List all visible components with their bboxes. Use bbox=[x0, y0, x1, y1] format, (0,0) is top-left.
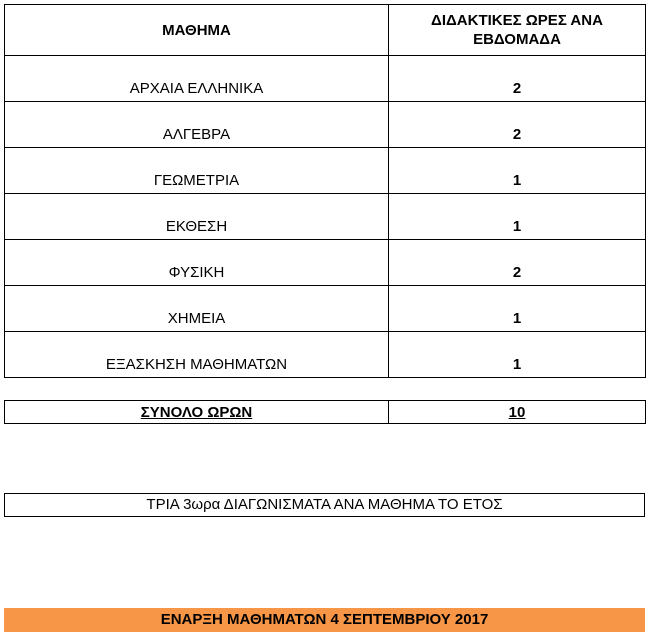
schedule-table bbox=[4, 4, 646, 378]
hours-header-line2: ΕΒΔΟΜΑΔΑ bbox=[473, 31, 561, 48]
hours-cell: 2 bbox=[389, 102, 646, 148]
subject-cell: ΧΗΜΕΙΑ bbox=[5, 286, 389, 332]
start-date-banner: ΕΝΑΡΞΗ ΜΑΘΗΜΑΤΩΝ 4 ΣΕΠΤΕΜΒΡΙΟΥ 2017 bbox=[4, 608, 645, 632]
table-row bbox=[5, 240, 646, 286]
table-header-row bbox=[5, 5, 646, 56]
hours-header-line1: ΔΙΔΑΚΤΙΚΕΣ ΩΡΕΣ ΑΝΑ bbox=[431, 12, 603, 29]
subject-cell: ΑΛΓΕΒΡΑ bbox=[5, 102, 389, 148]
exams-note: ΤΡΙΑ 3ωρα ΔΙΑΓΩΝΙΣΜΑΤΑ ΑΝΑ ΜΑΘΗΜΑ ΤΟ ΕΤΟΣ bbox=[4, 493, 645, 517]
subject-column-header: ΜΑΘΗΜΑ bbox=[5, 5, 389, 56]
total-label: ΣΥΝΟΛΟ ΩΡΩΝ bbox=[5, 401, 389, 424]
subject-cell: ΓΕΩΜΕΤΡΙΑ bbox=[5, 148, 389, 194]
hours-cell: 2 bbox=[389, 56, 646, 102]
total-value: 10 bbox=[389, 401, 646, 424]
table-row bbox=[5, 56, 646, 102]
hours-cell: 1 bbox=[389, 194, 646, 240]
hours-cell: 1 bbox=[389, 148, 646, 194]
hours-cell: 1 bbox=[389, 332, 646, 378]
table-row bbox=[5, 332, 646, 378]
subject-cell: ΑΡΧΑΙΑ ΕΛΛΗΝΙΚΑ bbox=[5, 56, 389, 102]
total-hours-table bbox=[4, 400, 646, 424]
subject-cell: ΕΞΑΣΚΗΣΗ ΜΑΘΗΜΑΤΩΝ bbox=[5, 332, 389, 378]
hours-column-header bbox=[389, 5, 646, 56]
hours-cell: 2 bbox=[389, 240, 646, 286]
total-row bbox=[5, 401, 646, 424]
subject-cell: ΕΚΘΕΣΗ bbox=[5, 194, 389, 240]
table-row bbox=[5, 194, 646, 240]
table-row bbox=[5, 102, 646, 148]
table-row bbox=[5, 148, 646, 194]
hours-cell: 1 bbox=[389, 286, 646, 332]
table-row bbox=[5, 286, 646, 332]
subject-cell: ΦΥΣΙΚΗ bbox=[5, 240, 389, 286]
